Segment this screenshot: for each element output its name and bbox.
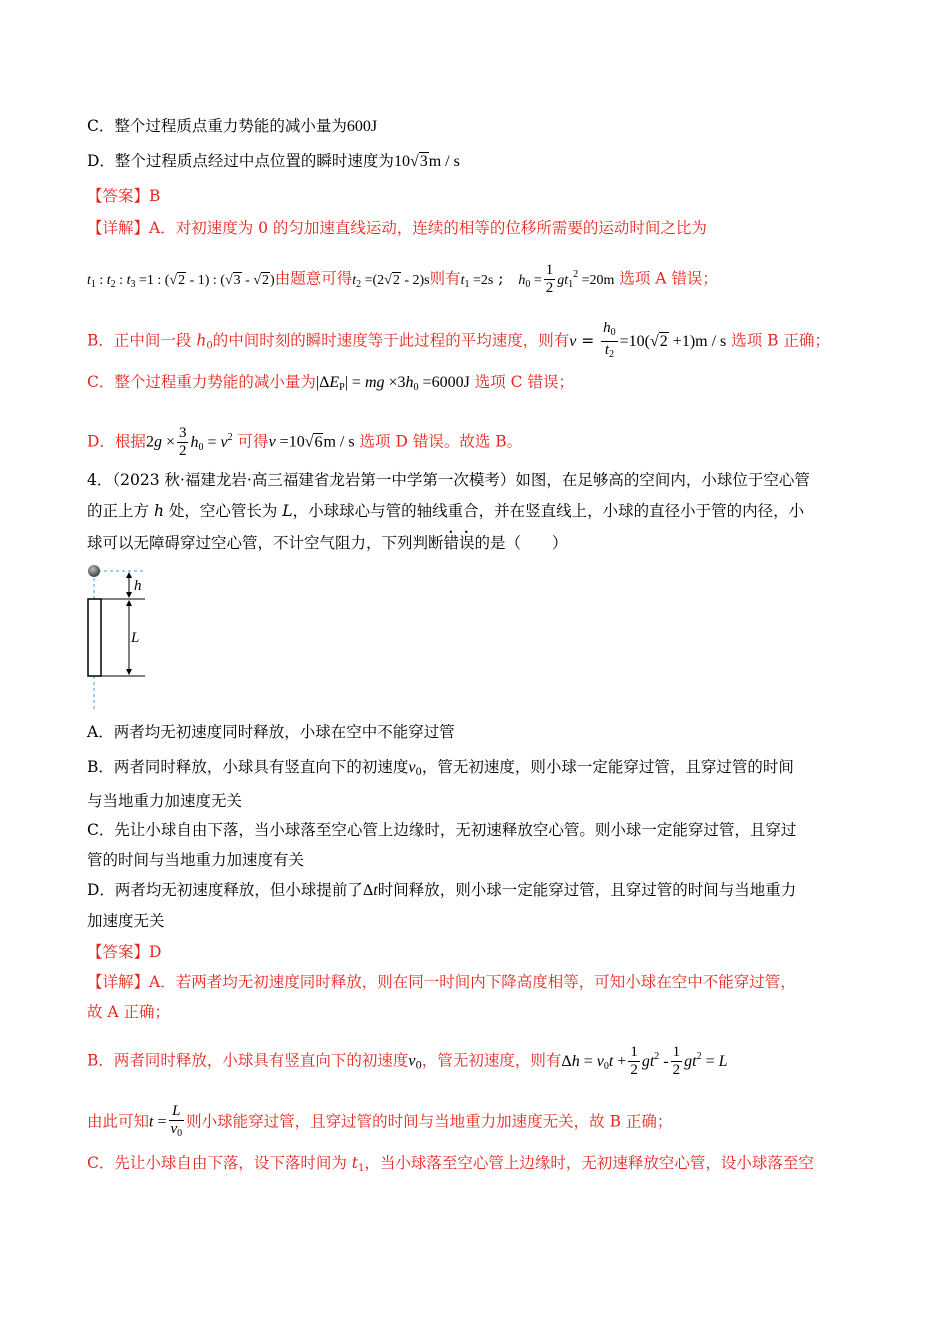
- detail-b-q3: B．正中间一段 $h_0$的中间时刻的瞬时速度等于此过程的平均速度，则有v = $\frac{h_0}{t_2}$ =10(√2 +1)m / s 选项 B 正确；: [87, 320, 830, 360]
- q4-stem-line-2: 的正上方 h 处，空心管长为 L，小球球心与管的轴线重合，并在竖直线上，小球的直径小于管的内径，小: [87, 502, 805, 520]
- option-d: D．整个过程质点经过中点位置的瞬时速度为10√3m / s: [87, 152, 460, 170]
- q4-option-c-line-2: 管的时间与当地重力加速度有关: [87, 851, 305, 869]
- q4-detail-a-line-2: 故 A 正确；: [87, 1003, 171, 1021]
- q4-detail-b-line-1: B．两者同时释放，小球具有竖直向下的初速度$v_0$，管无初速度，则有$\Delta h = v_0t$ + $\frac{1}{2}$ $gt^2$ - $\frac{1}{2}$ $gt^2 = L$: [87, 1044, 728, 1078]
- q4-option-d-line-1: D．两者均无初速度释放，但小球提前了Δt时间释放，则小球一定能穿过管，且穿过管的时间与当地重力: [87, 881, 797, 899]
- fig-label-h: h: [134, 578, 142, 594]
- q4-option-a: A．两者均无初速度同时释放，小球在空中不能穿过管: [87, 723, 455, 741]
- fig-label-l: L: [131, 630, 140, 646]
- answer-q3: 【答案】B: [87, 187, 161, 205]
- q4-detail-a-line-1: 【详解】A．若两者均无初速度同时释放，则在同一时间内下降高度相等，可知小球在空中不能穿过管，: [87, 973, 796, 991]
- hollow-tube: [88, 599, 101, 676]
- detail-a-formula-line: $t_1$ : $t_2$ : $t_3 =1$ : (√2 - 1) : (√3 - √2)由题意可得$t_2 =(2√2 - 2)s$则有$t_1 =2s$ ; $h_0$ = $\frac{1}{2}$ $gt_1^2 =20m$ 选项 A 错误；: [87, 262, 718, 296]
- q4-detail-c-line-1: C．先让小球自由下落，设下落时间为 $t_1$，当小球落至空心管上边缘时，无初速释放空心管，设小球落至空: [87, 1154, 814, 1174]
- q4-stem-line-3: 球可以无障碍穿过空心管，不计空气阻力，下列判断错误的是（ ）: [87, 534, 568, 552]
- q4-option-c-line-1: C．先让小球自由下落，当小球落至空心管上边缘时，无初速释放空心管。则小球一定能穿过管，且穿过: [87, 821, 797, 839]
- detail-a-q3: 【详解】A．对初速度为 0 的匀加速直线运动，连续的相等的位移所需要的运动时间之比为: [87, 219, 707, 237]
- q4-option-b-line-1: B．两者同时释放，小球具有竖直向下的初速度$v_0$，管无初速度，则小球一定能穿过管，且穿过管的时间: [87, 758, 794, 778]
- answer-q4: 【答案】D: [87, 943, 162, 961]
- detail-c-q3: C．整个过程重力势能的减小量为$|\Delta E_P|$ = mg $\times 3h_0 =6000J$ 选项 C 错误；: [87, 373, 574, 393]
- ball-tube-figure: [80, 560, 160, 710]
- ball: [88, 565, 100, 577]
- q4-detail-b-line-2: 由此可知t = $\frac{L}{v_0}$ 则小球能穿过管，且穿过管的时间与当地重力加速度无关，故 B 正确；: [87, 1103, 673, 1139]
- q4-stem-line-1: 4．（2023 秋·福建龙岩·高三福建省龙岩第一中学第一次模考）如图，在足够高的空间内，小球位于空心管: [87, 471, 810, 489]
- detail-d-q3: D．根据2g × $\frac{3}{2}$ $h_0 = v^2$ 可得v =10√6m / s 选项 D 错误。故选 B。: [87, 425, 523, 459]
- q4-option-d-line-2: 加速度无关: [87, 912, 165, 930]
- q4-option-b-line-2: 与当地重力加速度无关: [87, 792, 243, 810]
- option-c: C．整个过程质点重力势能的减小量为600J: [87, 117, 378, 135]
